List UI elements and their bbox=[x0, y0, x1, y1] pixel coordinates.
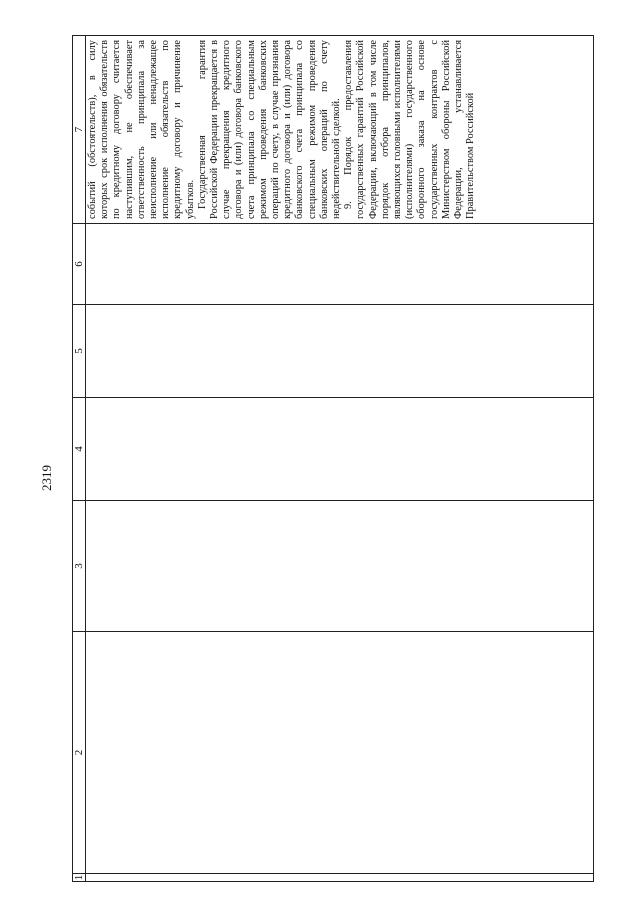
col7-paragraph-2: Государственная гарантия Российской Федерации прекращается в случае прекращения кредитного договора и (или) договора банковского счета принципала со специальным режимом проведения банковских операций по счету, в случае признания кредитного договора и (или) договора банковского счета принципала со специальным режимом проведения банковских операций по счету недействительной сделкой. bbox=[196, 40, 343, 219]
body-cell-2 bbox=[86, 632, 594, 874]
header-cell-7: 7 bbox=[73, 36, 86, 224]
header-cell-1: 1 bbox=[73, 874, 85, 881]
page-number: 2319 bbox=[39, 465, 54, 491]
body-cell-4 bbox=[86, 398, 594, 501]
col7-paragraph-1: событий (обстоятельств), в силу которых срок исполнения обязательств по кредитному договору считается наступившим, не обеспечивает ответственность принципала за неисполнение или ненадлежащее исполнение обязательств по кредитному договору и причинение убытков. bbox=[87, 40, 196, 219]
header-cell-5: 5 bbox=[73, 305, 86, 398]
body-cell-6 bbox=[86, 224, 594, 305]
body-row bbox=[86, 36, 594, 882]
body-cell-1 bbox=[86, 874, 594, 882]
header-cell-3: 3 bbox=[73, 501, 86, 632]
header-cell-2: 2 bbox=[73, 632, 86, 874]
body-cell-7 bbox=[86, 36, 594, 224]
content-table bbox=[72, 35, 594, 882]
body-cell-5 bbox=[86, 305, 594, 398]
header-cell-4: 4 bbox=[73, 398, 86, 501]
header-cell-6: 6 bbox=[73, 224, 86, 305]
header-row bbox=[73, 36, 86, 882]
body-cell-3 bbox=[86, 501, 594, 632]
col7-paragraph-3: 9. Порядок предоставления государственных гарантий Российской Федерации, включающий в том числе порядок отбора принципалов, являющихся головными исполнителями (исполнителями) государственного оборонного заказа на основе государственных контрактов с Министерством обороны Российской Федерации, устанавливается Правительством Российской bbox=[343, 40, 477, 219]
rotated-table-container bbox=[72, 36, 595, 882]
